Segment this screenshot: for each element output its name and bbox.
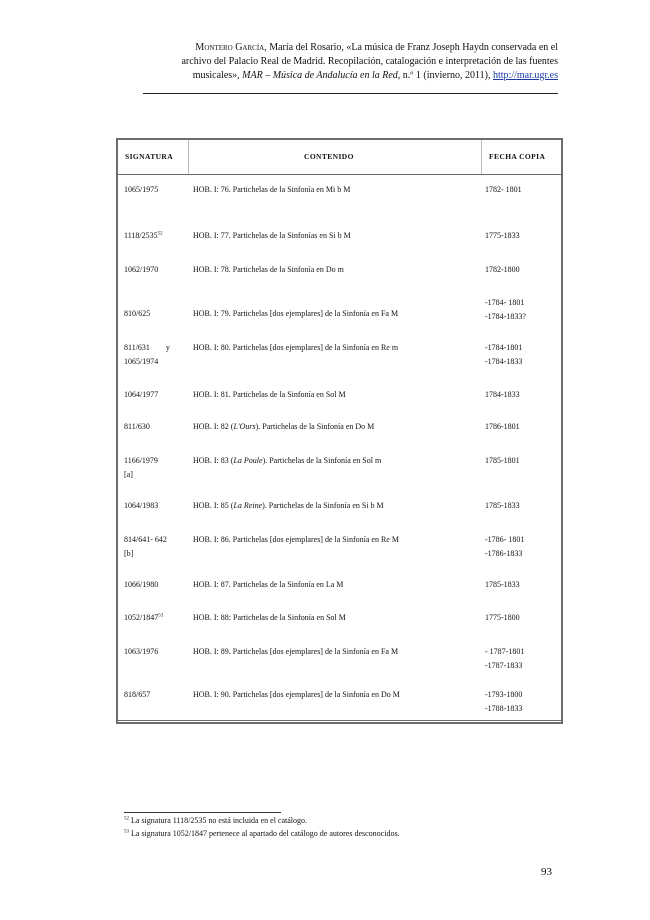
date-cell — [485, 645, 524, 673]
signature-line-2: 1065/1974 — [124, 357, 159, 366]
content-text: ). Partichelas de la Sinfonía en Si b M — [262, 501, 384, 510]
journal-title: MAR – Música de Andalucía en la Red — [242, 70, 398, 81]
signature-line-1: 814/641- 642 — [124, 535, 167, 544]
date-line-2: -1786-1833 — [485, 549, 523, 558]
signature-text: 1052/1847 — [124, 613, 159, 622]
date-cell: 1775-1833 — [485, 231, 520, 240]
signature-cell: 811/630 — [124, 422, 150, 431]
content-text: HOB. I: 82 ( — [193, 422, 234, 431]
content-cell: HOB. I: 76. Partichelas de la Sinfonía en Mi b M — [193, 185, 351, 194]
signature-cell — [124, 454, 158, 482]
footnote-text: La signatura 1052/1847 pertenece al apartado del catálogo de autores desconocidos. — [129, 829, 400, 838]
content-cell: HOB. I: 90. Partichelas [dos ejemplares] de la Sinfonía en Do M — [193, 690, 400, 699]
header-line-1 — [92, 41, 558, 55]
content-text: HOB. I: 83 ( — [193, 456, 234, 465]
date-line-1: -1784- 1801 — [485, 298, 525, 307]
column-divider — [188, 140, 189, 174]
running-header — [92, 41, 558, 83]
date-line-2: -1784-1833 — [485, 357, 523, 366]
page-number: 93 — [541, 866, 552, 878]
date-cell: 1782- 1801 — [485, 185, 522, 194]
content-cell: HOB. I: 77. Partichelas de la Sinfonías en Si b M — [193, 231, 351, 240]
signature-cell — [124, 533, 167, 561]
date-cell: 1775-1800 — [485, 613, 520, 622]
footnote-number: 53 — [124, 829, 129, 835]
column-divider — [481, 140, 482, 174]
signature-line-1: 811/631 y — [124, 343, 170, 352]
signature-line-2: [b] — [124, 549, 134, 558]
header-line-3-pre: musicales», — [192, 70, 243, 81]
content-text: HOB. I: 85 ( — [193, 501, 234, 510]
column-header-signatura: SIGNATURA — [125, 152, 174, 161]
date-line-1: -1786- 1801 — [485, 535, 525, 544]
symphony-nickname: L'Ours — [233, 422, 256, 431]
content-cell: HOB. I: 80. Partichelas [dos ejemplares] de la Sinfonía en Re m — [193, 343, 399, 352]
footnote-ref[interactable]: 52 — [157, 231, 163, 237]
footnote-rule — [124, 812, 281, 813]
date-cell — [485, 688, 522, 716]
content-text: ). Partichelas de la Sinfonía en Do M — [255, 422, 375, 431]
date-cell: 1785-1833 — [485, 580, 520, 589]
signature-cell: 1064/1977 — [124, 390, 159, 399]
signature-cell: 1065/1975 — [124, 185, 159, 194]
date-line-1: -1793-1800 — [485, 690, 523, 699]
date-cell — [485, 341, 522, 369]
bottom-divider — [118, 720, 561, 721]
signature-cell: 1064/1983 — [124, 501, 159, 510]
date-line-2: -1787-1833 — [485, 661, 523, 670]
footnote — [124, 816, 307, 826]
signature-line-1: 1166/1979 — [124, 456, 158, 465]
signature-cell: 810/625 — [124, 309, 151, 318]
footnote — [124, 829, 400, 839]
date-line-2: -1788-1833 — [485, 704, 523, 713]
signature-cell: 818/657 — [124, 690, 151, 699]
signature-cell — [124, 229, 163, 243]
content-cell: HOB. I: 81. Partichelas de la Sinfonía en Sol M — [193, 390, 346, 399]
date-cell: 1785-1833 — [485, 501, 520, 510]
header-line-3 — [92, 69, 558, 83]
footnote-text: La signatura 1118/2535 no está incluida en el catálogo. — [129, 816, 308, 825]
signature-cell: 1063/1976 — [124, 647, 159, 656]
signature-text: 1118/2535 — [124, 231, 158, 240]
header-divider — [118, 174, 561, 175]
content-text: ). Partichelas de la Sinfonía en Sol m — [262, 456, 382, 465]
date-cell: 1784-1833 — [485, 390, 520, 399]
content-cell — [193, 499, 384, 513]
symphony-nickname: La Poule — [233, 456, 263, 465]
header-line-1-text: , María del Rosario, «La música de Franz Joseph Haydn conservada en el — [264, 42, 558, 53]
content-cell: HOB. I: 87. Partichelas de la Sinfonía en La M — [193, 580, 344, 589]
signature-cell: 1066/1980 — [124, 580, 159, 589]
header-line-2: archivo del Palacio Real de Madrid. Recopilación, catalogación e interpretación de las fuentes — [181, 56, 558, 67]
date-cell: 1782-1800 — [485, 265, 520, 274]
column-header-contenido: CONTENIDO — [304, 152, 354, 161]
signature-line-2: [a] — [124, 470, 133, 479]
content-cell — [193, 454, 381, 468]
signature-cell — [124, 611, 163, 625]
signature-cell — [124, 341, 170, 369]
signature-cell: 1062/1970 — [124, 265, 159, 274]
content-cell — [193, 420, 374, 434]
author-name: Montero García — [195, 42, 265, 53]
content-cell: HOB. I: 79. Partichelas [dos ejemplares] de la Sinfonía en Fa M — [193, 309, 399, 318]
date-cell: 1786-1801 — [485, 422, 520, 431]
content-cell: HOB. I: 86. Partichelas [dos ejemplares] de la Sinfonía en Re M — [193, 535, 399, 544]
footnote-number: 52 — [124, 816, 129, 822]
content-cell: HOB. I: 78. Partichelas de la Sinfonía en Do m — [193, 265, 344, 274]
date-line-1: -1784-1801 — [485, 343, 523, 352]
content-cell: HOB. I: 88: Partichelas de la Sinfonía en Sol M — [193, 613, 346, 622]
column-header-fecha: FECHA COPIA — [489, 152, 546, 161]
content-cell: HOB. I: 89. Partichelas [dos ejemplares] de la Sinfonía en Fa M — [193, 647, 399, 656]
header-rule — [143, 93, 558, 94]
date-cell — [485, 296, 526, 324]
date-line-1: - 1787-1801 — [485, 647, 525, 656]
header-line-3-mid: , n.º 1 (invierno, 2011), — [397, 70, 493, 81]
date-cell: 1785-1801 — [485, 456, 520, 465]
symphony-nickname: La Reine — [233, 501, 263, 510]
date-line-2: -1784-1833? — [485, 312, 526, 321]
journal-link[interactable]: http://mar.ugr.es — [493, 70, 558, 81]
footnote-ref[interactable]: 53 — [158, 613, 164, 619]
date-cell — [485, 533, 524, 561]
